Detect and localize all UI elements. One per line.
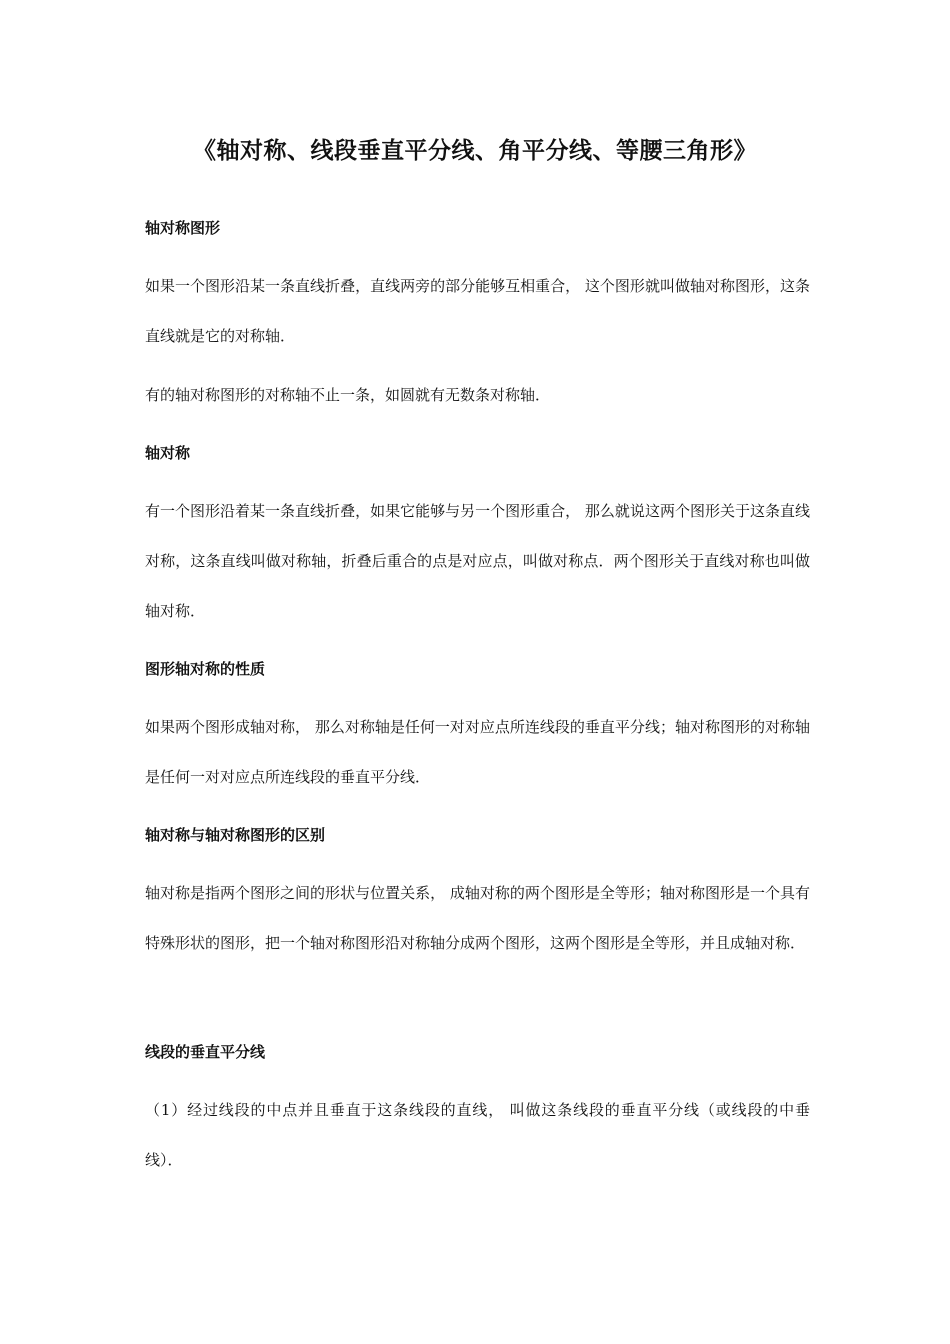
section-heading-axis-symmetry: 轴对称	[145, 444, 191, 462]
section-paragraph: 有的轴对称图形的对称轴不止一条，如圆就有无数条对称轴．	[145, 386, 551, 404]
section-paragraph: 轴对称是指两个图形之间的形状与位置关系， 成轴对称的两个图形是全等形；轴对称图形是一个具有特殊形状的图形，把一个轴对称图形沿对称轴分成两个图形，这两个图形是全等形，并且成轴对称．	[145, 884, 810, 952]
section-heading-symmetry-properties: 图形轴对称的性质	[145, 660, 266, 678]
section-paragraph: （1）经过线段的中点并且垂直于这条线段的直线， 叫做这条线段的垂直平分线（或线段的中垂线）．	[145, 1101, 810, 1169]
section-paragraph: 如果一个图形沿某一条直线折叠，直线两旁的部分能够互相重合， 这个图形就叫做轴对称图形，这条直线就是它的对称轴．	[145, 277, 810, 345]
section-paragraph: 有一个图形沿着某一条直线折叠，如果它能够与另一个图形重合， 那么就说这两个图形关于这条直线对称，这条直线叫做对称轴，折叠后重合的点是对应点，叫做对称点．两个图形关于直线对称也叫做轴对称．	[145, 502, 810, 620]
section-heading-symmetry-difference: 轴对称与轴对称图形的区别	[145, 826, 326, 844]
section-heading-axis-symmetric-figure: 轴对称图形	[145, 219, 221, 237]
document-title: 《轴对称、线段垂直平分线、角平分线、等腰三角形》	[193, 138, 757, 164]
section-heading-perpendicular-bisector: 线段的垂直平分线	[145, 1043, 266, 1061]
section-paragraph: 如果两个图形成轴对称， 那么对称轴是任何一对对应点所连线段的垂直平分线；轴对称图形的对称轴是任何一对对应点所连线段的垂直平分线．	[145, 718, 810, 786]
